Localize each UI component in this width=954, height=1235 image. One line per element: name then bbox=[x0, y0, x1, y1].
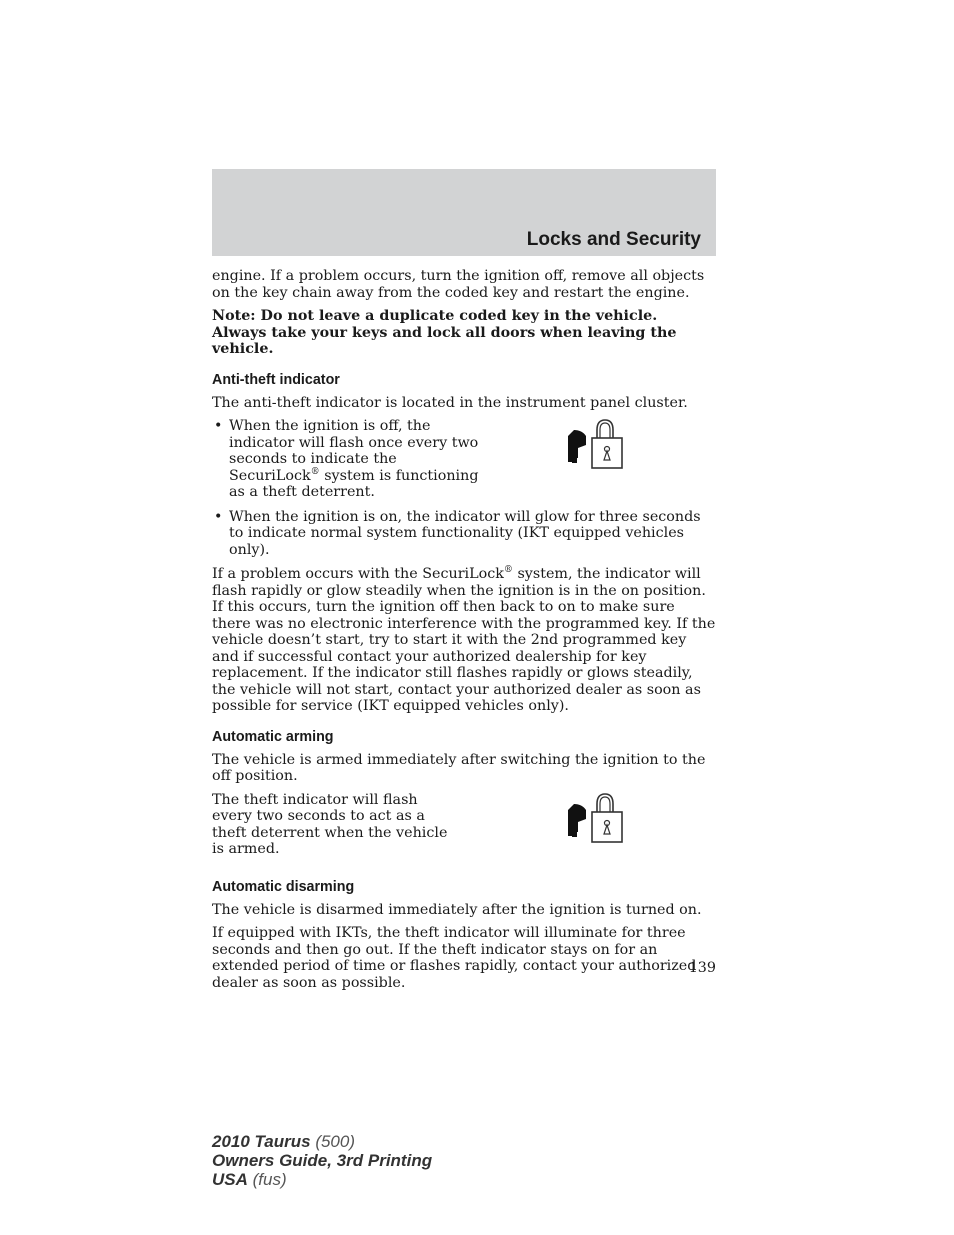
registered-mark: ® bbox=[503, 565, 513, 576]
arming-paragraph-2: The theft indicator will flash every two seconds to act as a theft deterrent when the vehicle is armed. bbox=[212, 791, 448, 857]
anti-theft-paragraph: The anti-theft indicator is located in the instrument panel cluster. bbox=[212, 394, 688, 411]
bullet: • bbox=[214, 508, 223, 525]
page-content bbox=[212, 268, 716, 998]
anti-theft-heading: Anti-theft indicator bbox=[212, 371, 340, 388]
intro-paragraph: engine. If a problem occurs, turn the ignition off, remove all objects on the key chain away from the coded key and restart the engine. bbox=[212, 268, 705, 301]
arming-row bbox=[212, 792, 716, 865]
section-title: Locks and Security bbox=[526, 229, 701, 250]
disarming-heading: Automatic disarming bbox=[212, 878, 355, 895]
bullet-text-a: When the ignition is off, the indicator will flash once every two seconds to indicate the SecuriLock bbox=[229, 418, 479, 484]
section-header bbox=[212, 169, 716, 256]
disarming-paragraph: The vehicle is disarmed immediately after the ignition is turned on. bbox=[212, 901, 702, 918]
registered-mark: ® bbox=[310, 466, 320, 477]
note-paragraph: Note: Do not leave a duplicate coded key in the vehicle. Always take your keys and lock all doors when leaving the vehicle. bbox=[212, 308, 677, 357]
securilock-paragraph: If a problem occurs with the SecuriLock® system, the indicator will flash rapidly or glow steadily when the ignition is in the on position. If this occurs, turn the ignition off then back to on to make sure there was no electronic interference with the programmed key. If the vehicle doesn’t start, try to start it with the 2nd programmed key and if successful contact your authorized dealership for key replacement. If the indicator still flashes rapidly or glows steadily, the vehicle will not start, contact your authorized dealer as soon as possible for service (IKT equipped vehicles only). bbox=[212, 565, 716, 714]
bullet-text-b: system is functioning as a theft deterrent. bbox=[229, 467, 479, 500]
list-item bbox=[212, 418, 716, 501]
bullet-text: When the ignition is on, the indicator will glow for three seconds to indicate normal system functionality (IKT equipped vehicles only). bbox=[229, 508, 701, 558]
anti-theft-list bbox=[212, 418, 716, 558]
car-padlock-icon bbox=[564, 792, 624, 844]
arming-paragraph: The vehicle is armed immediately after switching the ignition to the off position. bbox=[212, 751, 706, 784]
car-padlock-icon bbox=[564, 418, 624, 470]
page-number: 139 bbox=[688, 960, 716, 976]
bullet: • bbox=[214, 418, 223, 434]
footer: 2010 Taurus (500) Owners Guide, 3rd Printing USA (fus) bbox=[212, 1132, 433, 1189]
list-item bbox=[212, 509, 716, 559]
arming-heading: Automatic arming bbox=[212, 728, 334, 745]
disarming-paragraph-2: If equipped with IKTs, the theft indicator will illuminate for three seconds and then go out. If the theft indicator stays on for an extended period of time or flashes rapidly, contact your authorized dealer as soon as possible. bbox=[212, 925, 697, 991]
